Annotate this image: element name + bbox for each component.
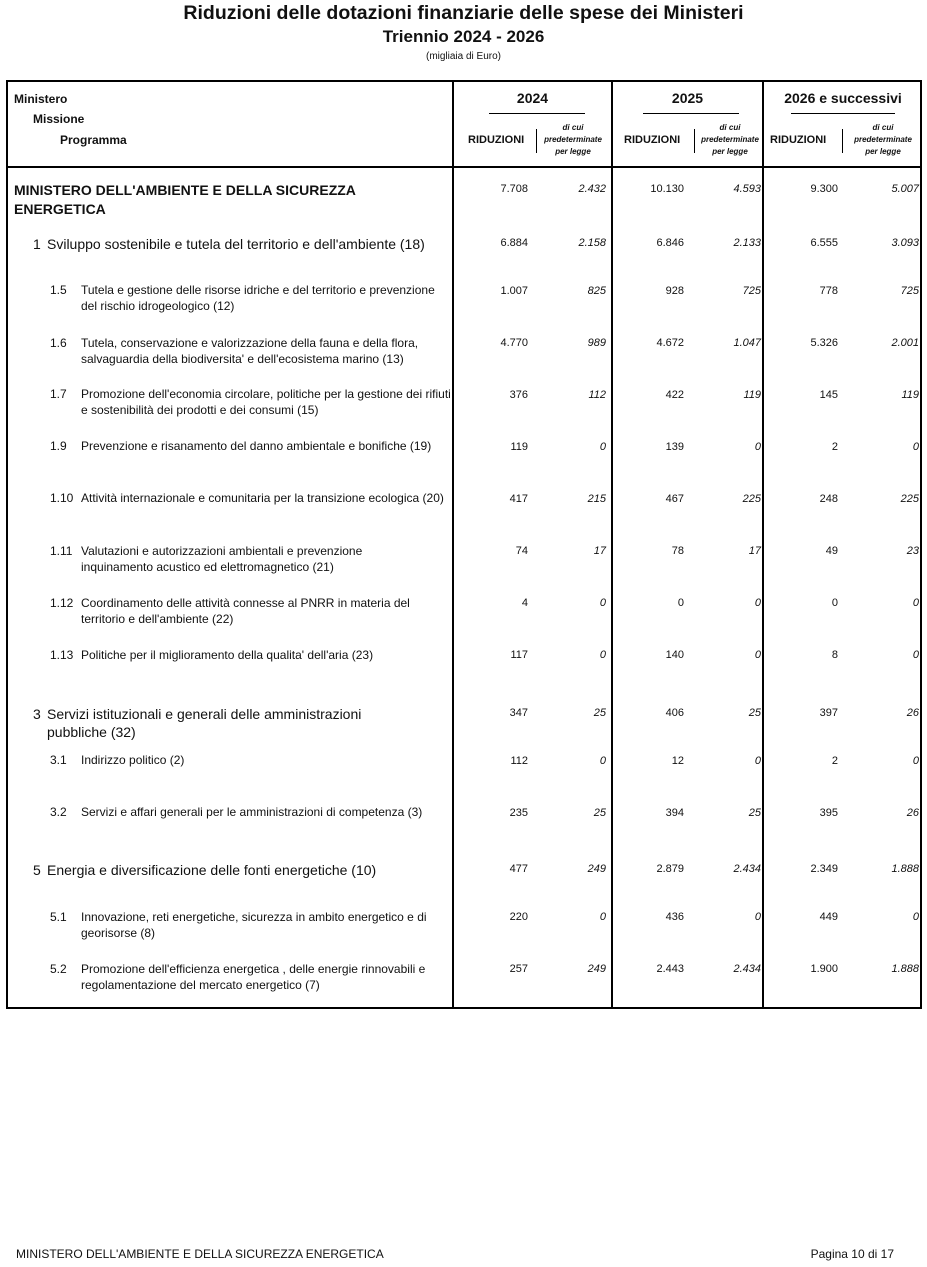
predeterminate-value: 0	[912, 597, 919, 609]
riduzioni-value: 140	[665, 649, 684, 661]
programma-label: Politiche per il miglioramento della qualita' dell'aria (23)	[81, 648, 374, 662]
riduzioni-value: 347	[509, 707, 528, 719]
riduzioni-value: 467	[665, 493, 684, 505]
page-number: Pagina 10 di 17	[810, 1247, 894, 1261]
predeterminate-value: 17	[748, 545, 761, 557]
di-cui-2024-header: di cui predeterminate per legge	[544, 123, 602, 156]
programma-code: 1.11	[50, 544, 73, 558]
riduzioni-value: 8	[831, 649, 838, 661]
riduzioni-value: 4.672	[656, 337, 684, 349]
di-cui-2025-header: di cui predeterminate per legge	[701, 123, 759, 156]
programma-code: 5.1	[50, 910, 67, 924]
predeterminate-value: 26	[906, 807, 919, 819]
programma-code: 1.13	[50, 648, 74, 662]
riduzioni-value: 395	[819, 807, 838, 819]
predeterminate-value: 0	[754, 911, 761, 923]
predeterminate-value: 0	[912, 911, 919, 923]
predeterminate-value: 119	[901, 389, 919, 401]
riduzioni-value: 10.130	[650, 183, 684, 195]
riduzioni-value: 145	[819, 389, 838, 401]
programma-code: 5.2	[50, 962, 67, 976]
predeterminate-value: 2.434	[733, 863, 761, 875]
riduzioni-value: 422	[665, 389, 684, 401]
riduzioni-value: 477	[509, 863, 528, 875]
riduzioni-value: 2.349	[810, 863, 838, 875]
year-underline	[791, 113, 895, 114]
predeterminate-value: 249	[587, 963, 606, 975]
header-divider	[8, 166, 920, 168]
predeterminate-value: 4.593	[733, 183, 761, 195]
programma-label: Promozione dell'efficienza energetica , delle energie rinnovabili e regolamentazione del mercato energetico (7)	[81, 962, 426, 992]
riduzioni-value: 119	[510, 441, 528, 453]
riduzioni-value: 139	[665, 441, 684, 453]
predeterminate-value: 0	[599, 911, 606, 923]
predeterminate-value: 249	[587, 863, 606, 875]
predeterminate-value: 0	[599, 441, 606, 453]
predeterminate-value: 25	[748, 807, 761, 819]
programma-label: Servizi e affari generali per le amministrazioni di competenza (3)	[81, 805, 423, 819]
riduzioni-value: 6.884	[500, 237, 528, 249]
unit-note: (migliaia di Euro)	[425, 51, 502, 62]
predeterminate-value: 825	[587, 285, 606, 297]
riduzioni-value: 376	[509, 389, 528, 401]
programma-code: 1.7	[50, 387, 67, 401]
programma-code: 3.1	[50, 753, 67, 767]
programma-code: 1.10	[50, 491, 74, 505]
missione-label: Servizi istituzionali e generali delle amministrazioni pubbliche (32)	[47, 706, 362, 740]
year-2024-header: 2024	[516, 90, 549, 106]
predeterminate-value: 25	[593, 707, 606, 719]
header-ministero: Ministero	[14, 92, 68, 106]
riduzioni-value: 2.879	[656, 863, 684, 875]
predeterminate-value: 0	[912, 441, 919, 453]
missione-label: Energia e diversificazione delle fonti energetiche (10)	[47, 862, 377, 878]
missione-code: 1	[33, 236, 41, 252]
programma-label: Attività internazionale e comunitaria per la transizione ecologica (20)	[81, 491, 444, 505]
riduzioni-value: 2.443	[656, 963, 684, 975]
missione-label: Sviluppo sostenibile e tutela del territorio e dell'ambiente (18)	[47, 236, 425, 252]
riduzioni-value: 4.770	[500, 337, 528, 349]
predeterminate-value: 215	[587, 493, 606, 505]
programma-code: 1.5	[50, 283, 67, 297]
programma-label: Innovazione, reti energetiche, sicurezza in ambito energetico e di georisorse (8)	[81, 910, 427, 940]
riduzioni-value: 78	[671, 545, 684, 557]
riduzioni-value: 2	[831, 755, 838, 767]
riduzioni-value: 0	[831, 597, 838, 609]
riduzioni-value: 449	[819, 911, 838, 923]
year-underline	[489, 113, 585, 114]
riduzioni-value: 49	[825, 545, 838, 557]
predeterminate-value: 1.888	[891, 863, 919, 875]
predeterminate-value: 725	[742, 285, 761, 297]
riduzioni-value: 9.300	[810, 183, 838, 195]
riduzioni-value: 928	[665, 285, 684, 297]
riduzioni-value: 7.708	[500, 183, 528, 195]
riduzioni-value: 1.900	[810, 963, 838, 975]
predeterminate-value: 225	[742, 493, 761, 505]
programma-code: 1.12	[50, 596, 74, 610]
riduzioni-value: 4	[521, 597, 528, 609]
programma-label: Valutazioni e autorizzazioni ambientali e prevenzione inquinamento acustico ed elettromagnetico (21)	[81, 544, 363, 574]
di-cui-2026-header: di cui predeterminate per legge	[854, 123, 912, 156]
riduzioni-value: 257	[509, 963, 528, 975]
budget-table	[6, 80, 922, 1009]
riduzioni-value: 394	[665, 807, 684, 819]
predeterminate-value: 2.133	[733, 237, 761, 249]
predeterminate-value: 725	[900, 285, 919, 297]
riduzioni-2026-header: RIDUZIONI	[770, 134, 827, 146]
footer-ministry: MINISTERO DELL'AMBIENTE E DELLA SICUREZZA ENERGETICA	[16, 1247, 384, 1261]
riduzioni-value: 417	[509, 493, 528, 505]
year-2025-header: 2025	[671, 90, 704, 106]
predeterminate-value: 5.007	[891, 183, 919, 195]
programma-code: 1.6	[50, 336, 67, 350]
page-subtitle: Triennio 2024 - 2026	[382, 27, 545, 46]
predeterminate-value: 225	[900, 493, 919, 505]
missione-code: 3	[33, 706, 41, 722]
riduzioni-value: 1.007	[500, 285, 528, 297]
year-2026-header: 2026 e successivi	[784, 90, 902, 106]
programma-label: Prevenzione e risanamento del danno ambientale e bonifiche (19)	[81, 439, 432, 453]
predeterminate-value: 2.434	[733, 963, 761, 975]
predeterminate-value: 2.158	[578, 237, 606, 249]
riduzioni-value: 2	[831, 441, 838, 453]
riduzioni-value: 220	[509, 911, 528, 923]
riduzioni-2025-header: RIDUZIONI	[624, 134, 681, 146]
riduzioni-value: 12	[671, 755, 684, 767]
predeterminate-value: 25	[593, 807, 606, 819]
programma-label: Coordinamento delle attività connesse al PNRR in materia del territorio e dell'ambiente (22)	[81, 596, 410, 626]
predeterminate-value: 23	[906, 545, 919, 557]
predeterminate-value: 0	[754, 649, 761, 661]
riduzioni-value: 6.846	[656, 237, 684, 249]
page-title: Riduzioni delle dotazioni finanziarie delle spese dei Ministeri	[183, 2, 744, 24]
programma-label: Tutela, conservazione e valorizzazione della fauna e della flora, salvaguardia della biodiversita' e dell'ecosistema marino (13)	[81, 336, 419, 366]
predeterminate-value: 2.432	[578, 183, 606, 195]
predeterminate-value: 0	[599, 649, 606, 661]
predeterminate-value: 0	[912, 755, 919, 767]
predeterminate-value: 112	[588, 389, 606, 401]
riduzioni-value: 436	[665, 911, 684, 923]
riduzioni-value: 235	[509, 807, 528, 819]
predeterminate-value: 0	[599, 597, 606, 609]
predeterminate-value: 26	[906, 707, 919, 719]
riduzioni-value: 112	[510, 755, 528, 767]
predeterminate-value: 2.001	[891, 337, 919, 349]
riduzioni-value: 248	[819, 493, 838, 505]
predeterminate-value: 3.093	[891, 237, 919, 249]
programma-code: 3.2	[50, 805, 67, 819]
header-programma: Programma	[60, 133, 127, 147]
predeterminate-value: 0	[754, 597, 761, 609]
predeterminate-value: 0	[912, 649, 919, 661]
programma-label: Indirizzo politico (2)	[81, 753, 185, 767]
ministero-row-label: MINISTERO DELL'AMBIENTE E DELLA SICUREZZA ENERGETICA	[14, 182, 356, 217]
year-underline	[643, 113, 739, 114]
riduzioni-value: 6.555	[810, 237, 838, 249]
riduzioni-value: 397	[819, 707, 838, 719]
missione-code: 5	[33, 862, 41, 878]
predeterminate-value: 1.888	[891, 963, 919, 975]
predeterminate-value: 0	[754, 755, 761, 767]
riduzioni-value: 117	[510, 649, 528, 661]
predeterminate-value: 0	[599, 755, 606, 767]
subheader-separator	[536, 129, 537, 153]
predeterminate-value: 1.047	[733, 337, 761, 349]
riduzioni-value: 778	[819, 285, 838, 297]
riduzioni-value: 406	[665, 707, 684, 719]
subheader-separator	[842, 129, 843, 153]
programma-label: Promozione dell'economia circolare, politiche per la gestione dei rifiuti e sostenibilità dei prodotti e dei consumi (15)	[81, 387, 451, 417]
programma-code: 1.9	[50, 439, 67, 453]
predeterminate-value: 0	[754, 441, 761, 453]
predeterminate-value: 25	[748, 707, 761, 719]
header-missione: Missione	[33, 112, 85, 126]
riduzioni-2024-header: RIDUZIONI	[468, 134, 525, 146]
riduzioni-value: 5.326	[810, 337, 838, 349]
riduzioni-value: 74	[515, 545, 528, 557]
predeterminate-value: 119	[743, 389, 761, 401]
riduzioni-value: 0	[677, 597, 684, 609]
predeterminate-value: 17	[593, 545, 606, 557]
predeterminate-value: 989	[587, 337, 606, 349]
programma-label: Tutela e gestione delle risorse idriche e del territorio e prevenzione del rischio idrogeologico (12)	[81, 283, 435, 313]
